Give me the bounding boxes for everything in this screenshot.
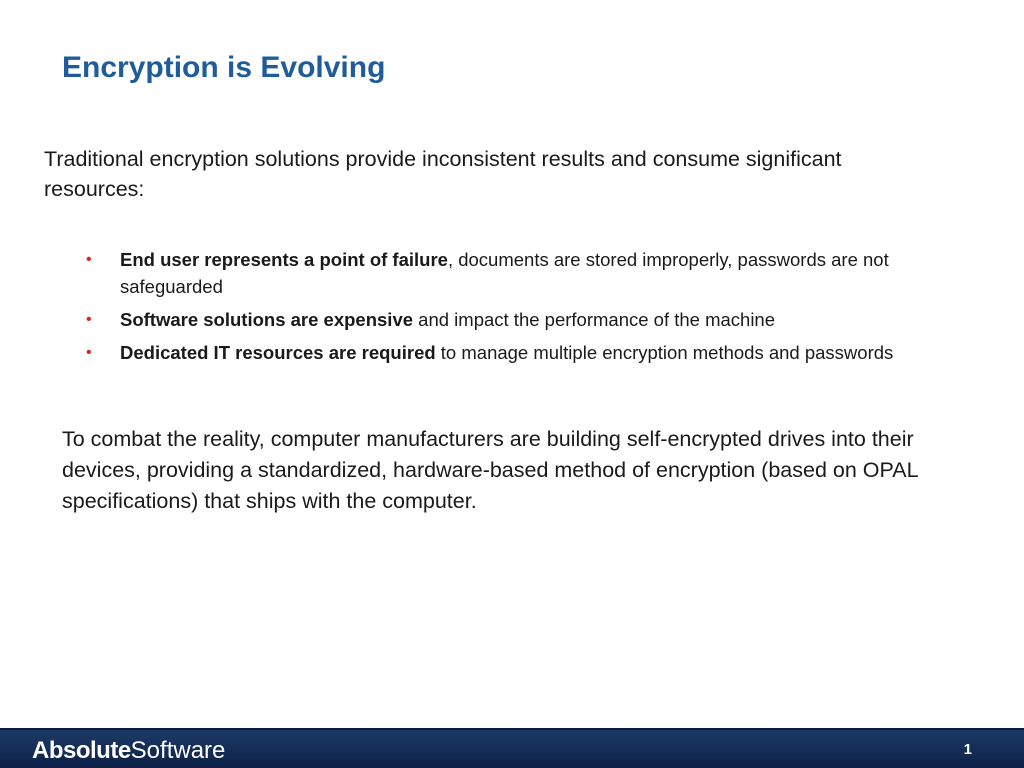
bullet-text: to manage multiple encryption methods and passwords: [435, 342, 894, 363]
footer-bar: [0, 728, 1024, 768]
outro-paragraph: To combat the reality, computer manufacturers are building self-encrypted drives into their devices, providing a standardized, hardware-based method of encryption (based on OPAL specifications) that ships with the computer.: [62, 427, 918, 513]
bullet-dot-icon: •: [86, 251, 92, 268]
bullet-item: [86, 246, 946, 300]
slide-title: Encryption is Evolving: [62, 51, 386, 84]
bullet-item: [86, 306, 946, 333]
intro-paragraph: Traditional encryption solutions provide inconsistent results and consume significant resources:: [44, 147, 842, 201]
bullet-text: and impact the performance of the machine: [413, 309, 776, 330]
bullet-strong-text: Dedicated IT resources are required: [120, 342, 436, 363]
bullet-dot-icon: •: [86, 311, 92, 328]
company-logo: [32, 737, 225, 765]
bullet-item: [86, 339, 946, 366]
logo-bold-text: Absolute: [32, 737, 131, 764]
page-number: 1: [963, 741, 972, 758]
bullet-text: , documents are stored improperly, passwords are not safeguarded: [120, 249, 889, 297]
bullet-dot-icon: •: [86, 344, 92, 361]
logo-light-text: Software: [130, 737, 226, 764]
bullet-strong-text: End user represents a point of failure: [120, 249, 448, 270]
bullet-list: [86, 246, 946, 366]
bullet-strong-text: Software solutions are expensive: [120, 309, 414, 330]
